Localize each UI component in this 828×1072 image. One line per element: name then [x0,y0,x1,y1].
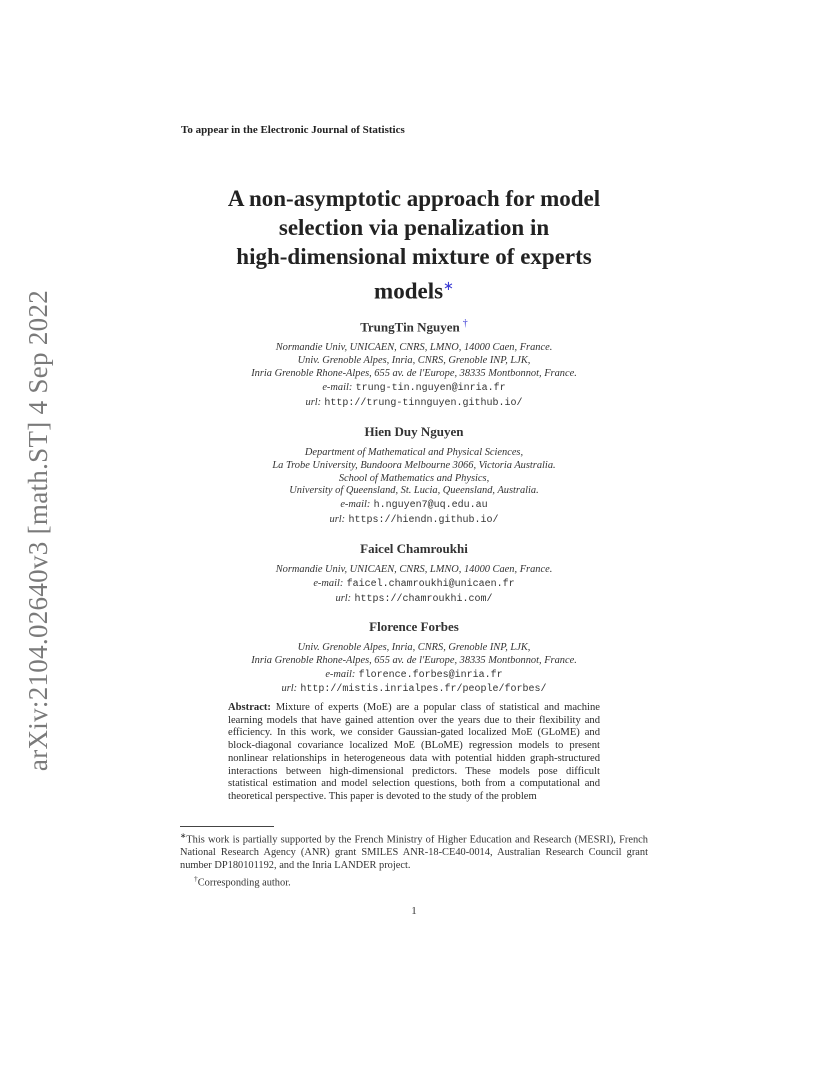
abstract-text: Mixture of experts (MoE) are a popular class of statistical and machine learning models that have gained attention over the years due to their flexibility and efficiency. In this work, we consider Gaussian-gated localized MoE (GLoME) and block-diagonal covariance localized MoE (BLoME) regression models to present nonlinear relationships in heterogeneous data with potential hidden graph-structured interactions between high-dimensional predictors. These models pose difficult statistical estimation and model selection questions, both from a computational and theoretical perspective. This paper is devoted to the study of the problem [228,702,600,802]
author-1-url-line [180,396,648,411]
paper-title [170,184,658,306]
author-2-url[interactable]: https://hiendn.github.io/ [348,514,499,526]
footnote-1 [180,829,648,872]
author-2-affiliation-1: Department of Mathematical and Physical Sciences, [304,447,524,458]
abstract [228,702,600,804]
arxiv-stamp-text: arXiv:2104.02640v3 [math.ST] 4 Sep 2022 [23,289,54,771]
author-1-url[interactable]: http://trung-tinnguyen.github.io/ [324,397,523,409]
title-line-2: selection via penalization in [278,215,550,240]
url-label: url: [305,396,322,408]
email-label: e-mail: [325,668,356,680]
author-1-affiliation-1: Normandie Univ, UNICAEN, CNRS, LMNO, 14000 Caen, France. [275,342,553,354]
author-block-3 [180,541,648,606]
footnotes [180,829,648,890]
author-3-email[interactable]: faicel.chamroukhi@unicaen.fr [346,578,515,590]
author-1-affiliation-2: Univ. Grenoble Alpes, Inria, CNRS, Grenoble INP, LJK, [297,355,531,367]
page-number: 1 [411,905,417,917]
arxiv-identifier-stamp [12,290,66,770]
author-2-affiliation-2: La Trobe University, Bundoora Melbourne 3066, Victoria Australia. [272,459,556,471]
author-block-1 [180,318,648,410]
title-line-3: high-dimensional mixture of experts [236,244,592,269]
title-line-4-wrap [170,271,658,306]
author-name-4: Florence Forbes [369,619,459,634]
email-label: e-mail: [313,577,344,589]
author-4-email[interactable]: florence.forbes@inria.fr [358,669,503,681]
abstract-label: Abstract: [228,702,271,713]
title-line-1: A non-asymptotic approach for model [227,186,601,211]
journal-note: To appear in the Electronic Journal of Statistics [181,124,405,136]
footnote-1-text: This work is partially supported by the French Ministry of Higher Education and Research (MESRI), French National Research Agency (ANR) grant SMILES ANR-18-CE40-0014, Australian Research Council grant number DP180101192, and the Inria LANDER project. [180,834,648,872]
author-1-email-line [180,381,648,396]
footnote-1-mark: ∗ [180,831,187,840]
title-line-4: models [374,278,444,304]
url-label: url: [329,513,346,525]
author-2-email[interactable]: h.nguyen7@uq.edu.au [373,500,488,512]
email-label: e-mail: [340,499,371,511]
author-4-affiliation-2: Inria Grenoble Rhone-Alpes, 655 av. de l'Europe, 38335 Montbonnot, France. [251,654,577,666]
corresponding-author-link[interactable]: † [462,318,468,329]
email-label: e-mail: [322,381,353,393]
author-name-1: TrungTin Nguyen [360,319,460,335]
url-label: url: [281,683,298,695]
footnote-2-text: Corresponding author. [197,877,291,889]
author-1-affiliation-3: Inria Grenoble Rhone-Alpes, 655 av. de l'Europe, 38335 Montbonnot, France. [251,367,577,379]
author-block-4 [180,619,648,697]
author-4-affiliation-1: Univ. Grenoble Alpes, Inria, CNRS, Grenoble INP, LJK, [297,642,531,653]
author-1-email[interactable]: trung-tin.nguyen@inria.fr [355,382,506,394]
author-2-affiliation-3: School of Mathematics and Physics, [338,472,490,484]
author-name-1-wrap [180,318,648,335]
author-3-url-line [180,592,648,607]
author-2-email-line [180,498,648,513]
author-4-url-line [180,682,648,697]
author-name-3: Faicel Chamroukhi [360,541,468,556]
author-name-2: Hien Duy Nguyen [364,424,464,439]
footnote-2-mark: † [194,874,198,884]
author-3-affiliation-1: Normandie Univ, UNICAEN, CNRS, LMNO, 14000 Caen, France. [275,564,553,575]
author-3-url[interactable]: https://chamroukhi.com/ [354,593,493,605]
footnote-divider [180,826,274,827]
author-2-affiliation-4: University of Queensland, St. Lucia, Queensland, Australia. [289,485,539,497]
author-block-2 [180,424,648,528]
author-2-url-line [180,513,648,528]
author-4-email-line [180,668,648,683]
url-label: url: [335,592,352,604]
author-3-email-line [180,577,648,592]
footnote-2 [180,872,648,889]
author-4-url[interactable]: http://mistis.inrialpes.fr/people/forbes/ [300,684,547,696]
title-footnote-link[interactable]: ∗ [443,278,454,293]
